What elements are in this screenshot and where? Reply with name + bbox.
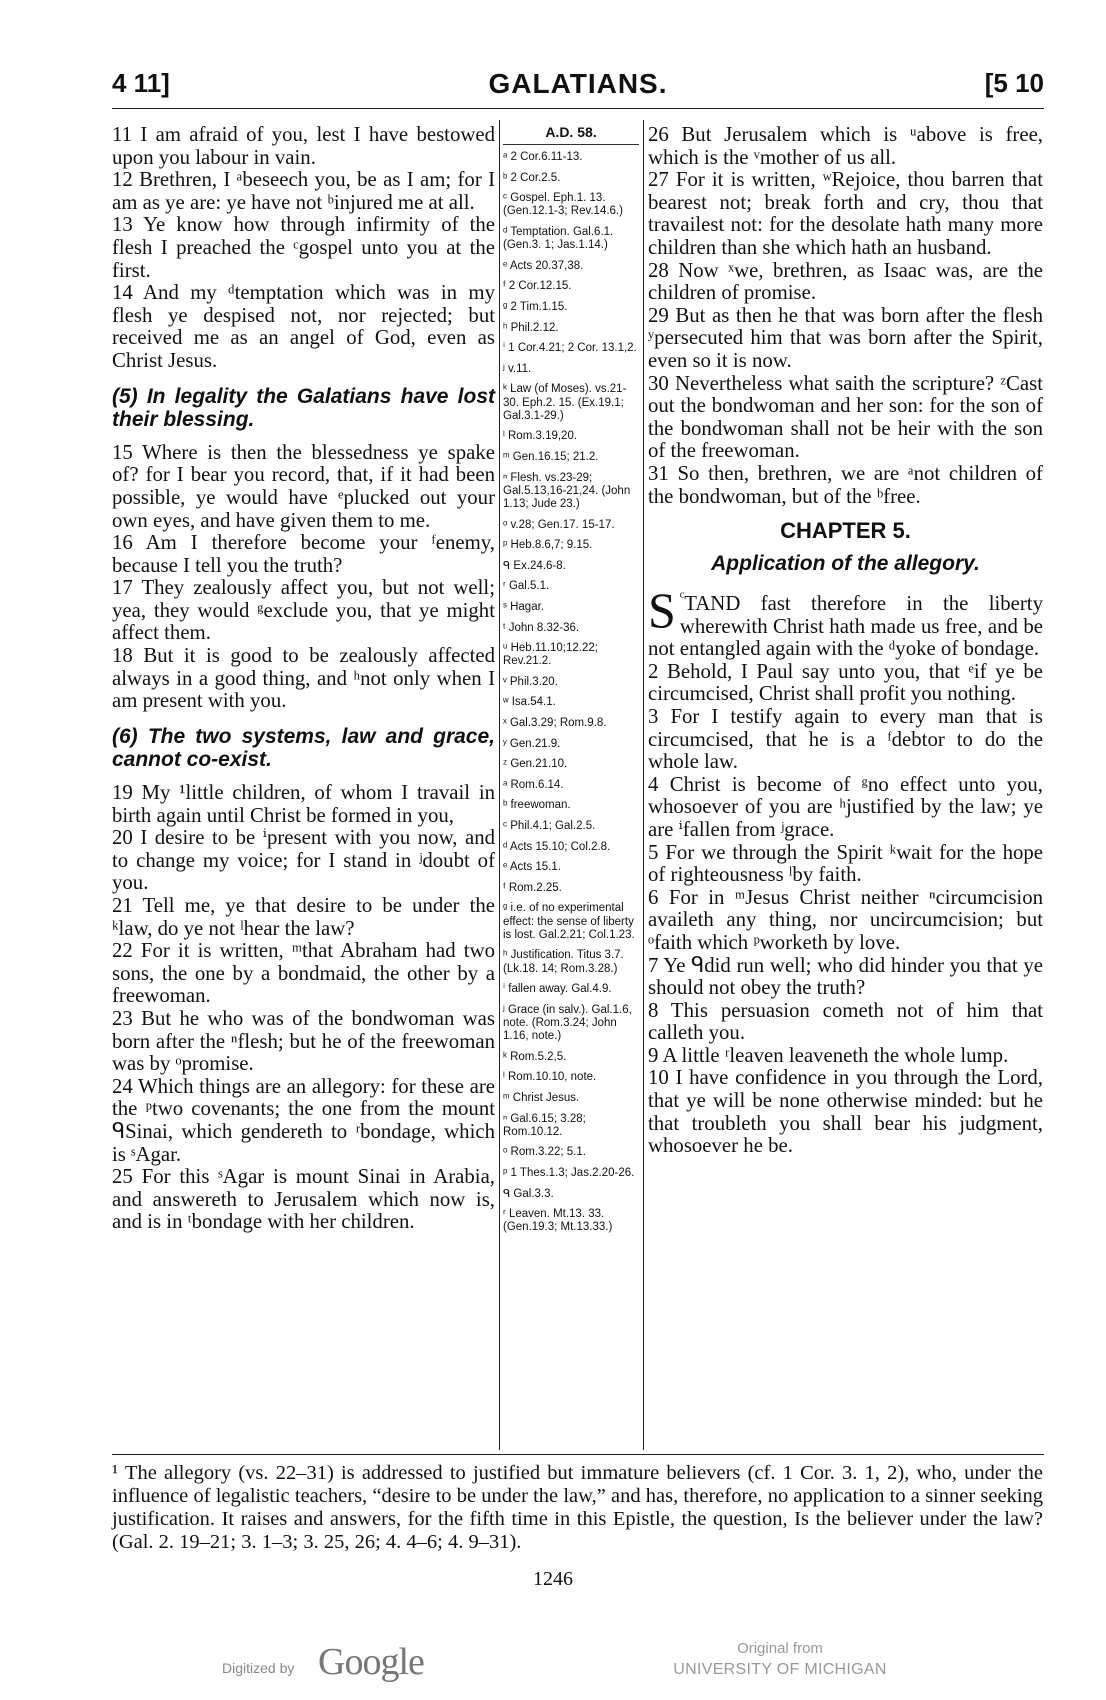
margin-references [503,124,639,1242]
verse-mark: ᶜ [679,587,685,607]
margin-reference: ᵇ 2 Cor.2.5. [503,171,561,184]
header-rule [112,108,1044,109]
margin-reference: ᵇ freewoman. [503,799,571,812]
verse: 13 Ye know how through infirmity of the flesh I preached the ᶜgospel unto you at the first. [112,213,495,282]
verse: 23 But he who was of the bondwoman was born after the ⁿflesh; but he of the freewoman was by ᵒpromise. [112,1006,495,1076]
verse: 20 I desire to be ⁱpresent with you now, and to change my voice; for I stand in ʲdoubt of you. [112,826,495,895]
verse: 9 A little ʳleaven leaveneth the whole lump. [648,1043,1009,1067]
margin-reference: ᵐ Christ Jesus. [503,1092,580,1104]
margin-reference: ⁱ 1 Cor.4.21; 2 Cor. 13.1,2. [503,342,637,355]
university-label: UNIVERSITY OF MICHIGAN [673,1661,887,1678]
margin-reference: ʸ Gen.21.9. [503,737,561,750]
margin-reference: ʳ Leaven. Mt.13. 33. (Gen.19.3; Mt.13.33.) [503,1208,613,1234]
margin-reference: ᵘ Heb.11.10;12.22; Rev.21.2. [503,642,598,668]
margin-reference: ʰ Phil.2.12. [503,321,559,334]
margin-reference: ᶻ Gen.21.10. [503,758,568,771]
margin-reference: ᵍ i.e. of no experimental effect: the sense of liberty is lost. Gal.2.21; Col.1.23. [503,902,635,941]
footnote: ¹ The allegory (vs. 22–31) is addressed to justified but immature believers (cf. 1 Cor. 3. 1, 2), who, under the influence of legalistic teachers, “desire to be under the law,” and has, therefore, no application to a sinner seeking justification. It raises and answers, for the fifth time in this Epistle, the question, Is the believer under the law? (Gal. 2. 19–21; 3. 1–3; 3. 25, 26; 4. 4–6; 4. 9–31). [112,1462,1043,1553]
header-right-ref: [5 10 [984,68,1044,98]
verse: 17 They zealously affect you, but not well; yea, they would ᵍexclude you, that ye might affect them. [112,576,495,645]
verse: 21 Tell me, ye that desire to be under the ᵏlaw, do ye not ˡhear the law? [112,894,495,940]
verse: 12 Brethren, I ᵃbeseech you, be as I am; for I am as ye are: ye have not ᵇinjured me at all. [112,168,495,214]
column-divider-right [643,120,644,1450]
margin-reference: ᶠ 2 Cor.12.15. [503,280,572,293]
verse: 25 For this ˢAgar is mount Sinai in Arabia, and answereth to Jerusalem which now is, and is in ᵗbondage with her children. [112,1165,495,1234]
margin-reference: ᵃ 2 Cor.6.11-13. [503,151,583,163]
verse: 28 Now ˣwe, brethren, as Isaac was, are the children of promise. [648,258,1043,305]
column-divider-left [499,120,500,1450]
margin-reference: ˢ Hagar. [503,600,544,613]
margin-reference: ʳ Gal.5.1. [503,580,550,593]
margin-reference: ᵏ Rom.5.2,5. [503,1050,567,1063]
digitized-by-label: Digitized by [222,1660,295,1676]
margin-reference: ᵉ Acts 20.37,38. [503,259,584,272]
date-label: A.D. 58. [503,124,639,145]
margin-reference: ᵐ Gen.16.15; 21.2. [503,450,599,463]
verse: 7 Ye ᑫdid run well; who did hinder you that ye should not obey the truth? [648,953,1043,1000]
verse: 6 For in ᵐJesus Christ neither ⁿcircumcision availeth any thing, nor uncircumcision; but ᵒfaith which ᵖworketh by love. [648,885,1043,954]
verse: 30 Nevertheless what saith the scripture? ᶻCast out the bondwoman and her son: for the son of the bondwoman shall not be heir with the son of the freewoman. [648,371,1043,463]
header-left-ref: 4 11] [112,68,170,98]
margin-reference: ᵒ v.28; Gen.17. 15-17. [503,518,615,531]
verse: 31 So then, brethren, we are ᵃnot children of the bondwoman, but of the ᵇfree. [648,461,1043,508]
first-verse-text: TAND fast therefore in the liberty wherewith Christ hath made us free, and be not entangled again with the ᵈyoke of bondage. [648,592,1043,661]
verse: 27 For it is written, ʷRejoice, thou barren that bearest not; break forth and cry, thou that travailest not: for the desolate hath many more children than she which hath an husband. [648,168,1043,259]
footnote-rule [112,1454,1044,1455]
margin-reference: ᑫ Gal.3.3. [503,1187,554,1200]
margin-reference: ᵖ 1 Thes.1.3; Jas.2.20-26. [503,1166,635,1179]
margin-reference: ᵈ Acts 15.10; Col.2.8. [503,840,611,853]
verse: 11 I am afraid of you, lest I have bestowed upon you labour in vain. [112,123,495,169]
margin-reference: ʷ Isa.54.1. [503,696,556,709]
margin-reference: ᵖ Heb.8.6,7; 9.15. [503,539,593,552]
margin-reference: ʰ Justification. Titus 3.7. (Lk.18. 14; Rom.3.28.) [503,949,624,975]
margin-reference: ᵉ Acts 15.1. [503,861,561,874]
margin-reference: ᶜ Gospel. Eph.1. 13. (Gen.12.1-3; Rev.14.6.) [503,192,623,218]
verse: 8 This persuasion cometh not of him that calleth you. [648,998,1043,1045]
verse: 3 For I testify again to every man that is circumcised, that he is a ᶠdebtor to do the whole law. [648,704,1043,774]
margin-reference: ⁿ Flesh. vs.23-29; Gal.5.13,16-21,24. (John 1.13; Jude 23.) [503,471,631,510]
original-from-label: Original from [737,1640,823,1657]
margin-reference: ⁱ fallen away. Gal.4.9. [503,983,612,996]
margin-reference: ᵏ Law (of Moses). vs.21-30. Eph.2. 15. (Ex.19.1; Gal.3.1-29.) [503,383,627,422]
section-heading-text: (5) In legality the Galatians have lost their blessing. [112,384,495,432]
page-title: GALATIANS. [488,68,668,99]
margin-reference: ˡ Rom.3.19,20. [503,430,578,443]
section-heading-text: (6) The two systems, law and grace, cannot co-exist. [112,724,495,772]
verse: 29 But as then he that was born after the flesh ʸpersecuted him that was born after the Spirit, even so it is now. [648,303,1043,372]
verse: 2 Behold, I Paul say unto you, that ᵉif ye be circumcised, Christ shall profit you nothing. [648,659,1043,706]
margin-reference: ᵛ Phil.3.20. [503,675,558,688]
reference-list [503,151,639,1235]
verse: 5 For we through the Spirit ᵏwait for the hope of righteousness ˡby faith. [648,840,1043,887]
margin-reference: ᑫ Ex.24.6-8. [503,559,566,572]
page-number: 1246 [533,1568,573,1590]
margin-reference: ˡ Rom.10.10, note. [503,1071,597,1084]
left-text-column [112,124,495,1234]
verse: 22 For it is written, ᵐthat Abraham had two sons, the one by a bondmaid, the other by a freewoman. [112,939,495,1008]
chapter-heading: CHAPTER 5. [780,518,911,544]
section-heading [112,725,495,772]
right-text-column [648,124,1043,1158]
margin-reference: ᵗ John 8.32-36. [503,621,580,634]
margin-reference: ˣ Gal.3.29; Rom.9.8. [503,717,607,730]
verse: 10 I have confidence in you through the Lord, that ye will be none otherwise minded: but he that troubleth you shall bear his judgment, whosoever he be. [648,1066,1043,1158]
verse: 24 Which things are an allegory: for these are the ᵖtwo covenants; the one from the mount ᑫSinai, which gendereth to ʳbondage, which is ˢAgar. [112,1074,495,1166]
margin-reference: ʲ Grace (in salv.). Gal.1.6, note. (Rom.3.24; John 1.16, note.) [503,1003,632,1043]
verse: 4 Christ is become of ᵍno effect unto you, whosoever of you are ʰjustified by the law; ye are ⁱfallen from ʲgrace. [648,772,1043,841]
margin-reference: ᵃ Rom.6.14. [503,778,564,791]
margin-reference: ᶠ Rom.2.25. [503,881,562,894]
verse: 26 But Jerusalem which is ᵘabove is free, which is the ᵛmother of us all. [648,123,1043,169]
verse: 14 And my ᵈtemptation which was in my flesh ye despised not, nor rejected; but received me as an angel of God, even as Christ Jesus. [112,281,495,372]
google-logo: Google [318,1641,424,1683]
chapter-subtitle: Application of the allegory. [711,552,980,576]
verse: 18 But it is good to be zealously affected always in a good thing, and ʰnot only when I am present with you. [112,644,495,713]
running-head [112,62,1044,102]
margin-reference: ʲ v.11. [503,362,532,375]
drop-cap: S [648,582,676,639]
section-heading [112,385,495,432]
verse: 15 Where is then the blessedness ye spake of? for I bear you record, that, if it had been possible, ye would have ᵉplucked out your own eyes, and have given them to me. [112,440,495,532]
margin-reference: ᵒ Rom.3.22; 5.1. [503,1146,586,1159]
margin-reference: ᶜ Phil.4.1; Gal.2.5. [503,820,596,833]
chapter-first-verse [648,582,1043,661]
verse: 19 My ¹little children, of whom I travail in birth again until Christ be formed in you, [112,781,495,827]
margin-reference: ᵍ 2 Tim.1.15. [503,300,568,313]
verse: 16 Am I therefore become your ᶠenemy, because I tell you the truth? [112,531,495,577]
margin-reference: ⁿ Gal.6.15; 3.28; Rom.10.12. [503,1112,586,1138]
margin-reference: ᵈ Temptation. Gal.6.1. (Gen.3. 1; Jas.1.14.) [503,225,614,252]
